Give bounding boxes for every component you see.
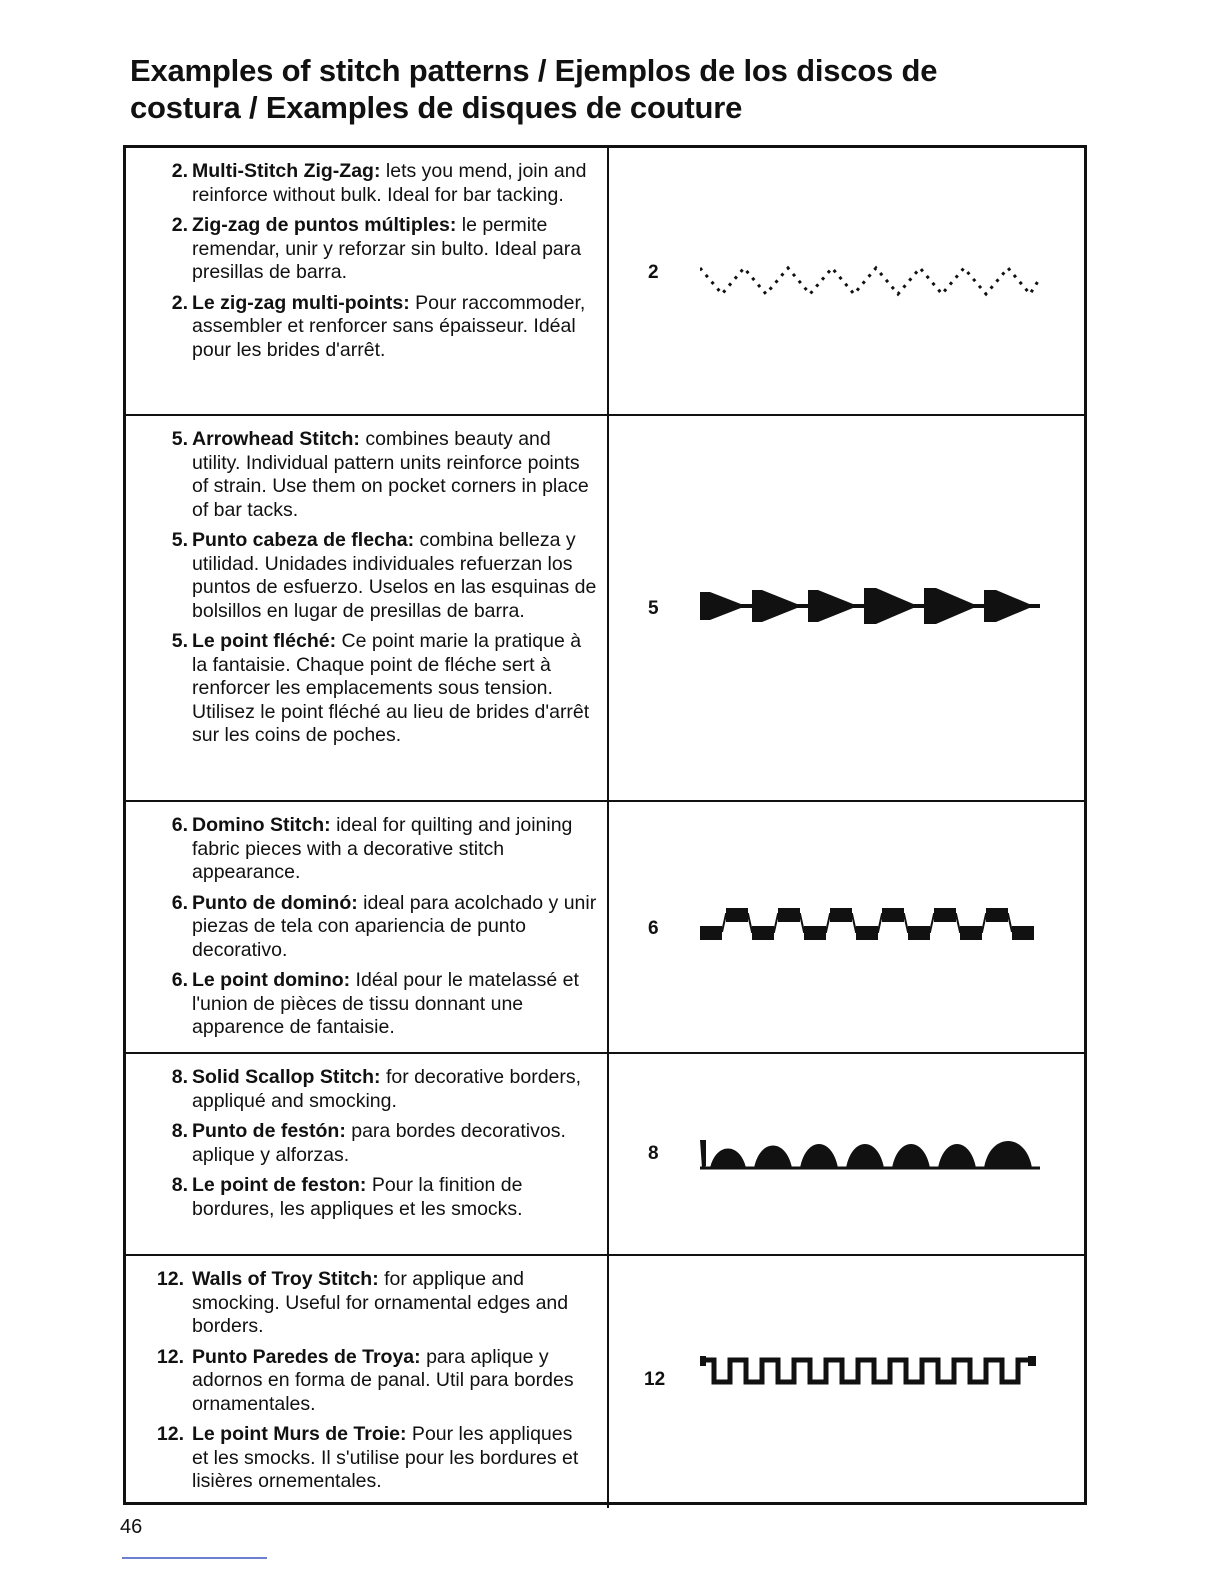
table-row <box>126 1256 1084 1508</box>
entry-text: para aplique y adornos en forma de panal. Util para bordes ornamentales. <box>192 1345 574 1415</box>
entry-number: 8. <box>171 1174 188 1196</box>
list-item <box>158 1174 598 1221</box>
list-item <box>158 630 598 748</box>
entry-heading: Le point fléché: <box>192 630 337 652</box>
entry-heading: Le point Murs de Troie: <box>192 1423 407 1445</box>
entry-heading: Le point de feston: <box>192 1174 367 1196</box>
entry-number: 2. <box>171 291 188 314</box>
column-divider <box>607 416 609 800</box>
column-divider <box>607 802 609 1052</box>
entry-number: 12. <box>156 1345 184 1368</box>
entry-number: 5. <box>171 428 188 450</box>
list-item <box>158 214 598 285</box>
list-item <box>158 892 598 963</box>
entry-number: 2. <box>171 214 188 236</box>
entry-heading: Le point domino: <box>192 969 351 991</box>
description-cell <box>158 160 598 369</box>
entry-text: for decorative borders, appliqué and smocking. <box>192 1066 582 1112</box>
entry-number: 12. <box>156 1423 184 1445</box>
entry-text: Idéal pour le matelassé et l'union de pièces de tissu donnant une apparence de fantaisie. <box>192 969 579 1038</box>
entry-number: 12. <box>156 1268 184 1290</box>
list-item <box>158 1120 598 1167</box>
entry-number: 6. <box>171 814 188 836</box>
entry-heading: Solid Scallop Stitch: <box>192 1066 381 1088</box>
entry-heading: Arrowhead Stitch: <box>192 428 360 450</box>
footer-divider <box>122 1557 267 1559</box>
entry-text: ideal para acolchado y unir piezas de tela con apariencia de punto decorativo. <box>192 891 597 961</box>
list-item <box>158 428 598 522</box>
entry-number: 6. <box>171 969 188 991</box>
entry-number: 6. <box>171 891 188 914</box>
scallop-stitch-icon <box>700 1130 1040 1177</box>
entry-heading: Domino Stitch: <box>192 814 331 836</box>
entry-text: Pour les appliques et les smocks. Il s'utilise pour les bordures et lisières ornementales. <box>192 1423 579 1492</box>
entry-heading: Punto Paredes de Troya: <box>192 1345 421 1368</box>
column-divider <box>607 148 609 414</box>
column-divider <box>607 1256 609 1508</box>
entry-text: lets you mend, join and reinforce without bulk. Ideal for bar tacking. <box>192 160 587 206</box>
description-cell <box>146 1268 586 1501</box>
entry-heading: Punto cabeza de flecha: <box>192 529 415 551</box>
list-item <box>146 1423 586 1494</box>
entry-text: Pour la finition de bordures, les appliques et les smocks. <box>192 1174 523 1220</box>
page-number: 46 <box>120 1516 143 1538</box>
entry-heading: Punto de dominó: <box>192 891 358 914</box>
pattern-number: 6 <box>648 918 659 939</box>
list-item <box>158 969 598 1040</box>
entry-heading: Zig-zag de puntos múltiples: <box>192 214 457 236</box>
pattern-number: 12 <box>644 1369 666 1390</box>
entry-text: Ce point marie la pratique à la fantaisie. Chaque point de fléche sert à renforcer les emplacements sous tension. Utilisez le point fléché au lieu de brides d'arrêt sur les coins de poches. <box>192 630 590 746</box>
entry-text: combines beauty and utility. Individual pattern units reinforce points of strain. Use them on pocket corners in place of bar tacks. <box>192 428 589 521</box>
list-item <box>158 1066 598 1113</box>
list-item <box>146 1268 586 1339</box>
entry-heading: Multi-Stitch Zig-Zag: <box>192 160 381 182</box>
table-row <box>126 1054 1084 1256</box>
list-item <box>158 160 598 207</box>
entry-text: para bordes decorativos. aplique y alforzas. <box>192 1120 566 1166</box>
entry-text: ideal for quilting and joining fabric pieces with a decorative stitch appearance. <box>192 814 573 883</box>
entry-number: 8. <box>171 1066 188 1088</box>
page-title <box>130 52 1130 126</box>
zigzag-stitch-icon <box>700 248 1040 303</box>
description-cell <box>158 1066 598 1228</box>
entry-text: for applique and smocking. Useful for ornamental edges and borders. <box>192 1268 569 1337</box>
arrowhead-stitch-icon <box>700 586 1040 631</box>
list-item <box>158 529 598 623</box>
list-item <box>158 814 598 885</box>
pattern-number: 5 <box>648 598 659 619</box>
entry-text: le permite remendar, unir y reforzar sin bulto. Ideal para presillas de barra. <box>192 214 582 283</box>
table-row <box>126 416 1084 802</box>
table-row <box>126 802 1084 1054</box>
list-item <box>158 292 598 363</box>
entry-number: 5. <box>171 529 188 551</box>
entry-heading: Le zig-zag multi-points: <box>192 291 410 314</box>
entry-number: 8. <box>171 1120 188 1142</box>
title-line-1: Examples of stitch patterns / Ejemplos de los discos de <box>130 53 938 88</box>
description-cell <box>158 428 598 755</box>
column-divider <box>607 1054 609 1254</box>
pattern-number: 8 <box>648 1143 659 1164</box>
domino-stitch-icon <box>700 902 1040 951</box>
entry-heading: Punto de festón: <box>192 1120 346 1142</box>
stitch-pattern-table <box>123 145 1087 1505</box>
pattern-number: 2 <box>648 262 659 283</box>
table-row <box>126 148 1084 416</box>
entry-text: Pour raccommoder, assembler et renforcer sans épaisseur. Idéal pour les brides d'arrêt. <box>192 291 586 361</box>
description-cell <box>158 814 598 1047</box>
walls-of-troy-stitch-icon <box>700 1352 1040 1401</box>
entry-number: 2. <box>171 160 188 182</box>
entry-number: 5. <box>171 630 188 652</box>
list-item <box>146 1346 586 1417</box>
entry-text: combina belleza y utilidad. Unidades individuales refuerzan los puntos de esfuerzo. Uselos en las esquinas de bolsillos en lugar de presillas de barra. <box>192 529 597 622</box>
entry-heading: Walls of Troy Stitch: <box>192 1268 379 1290</box>
title-line-2: costura / Examples de disques de couture <box>130 90 743 125</box>
